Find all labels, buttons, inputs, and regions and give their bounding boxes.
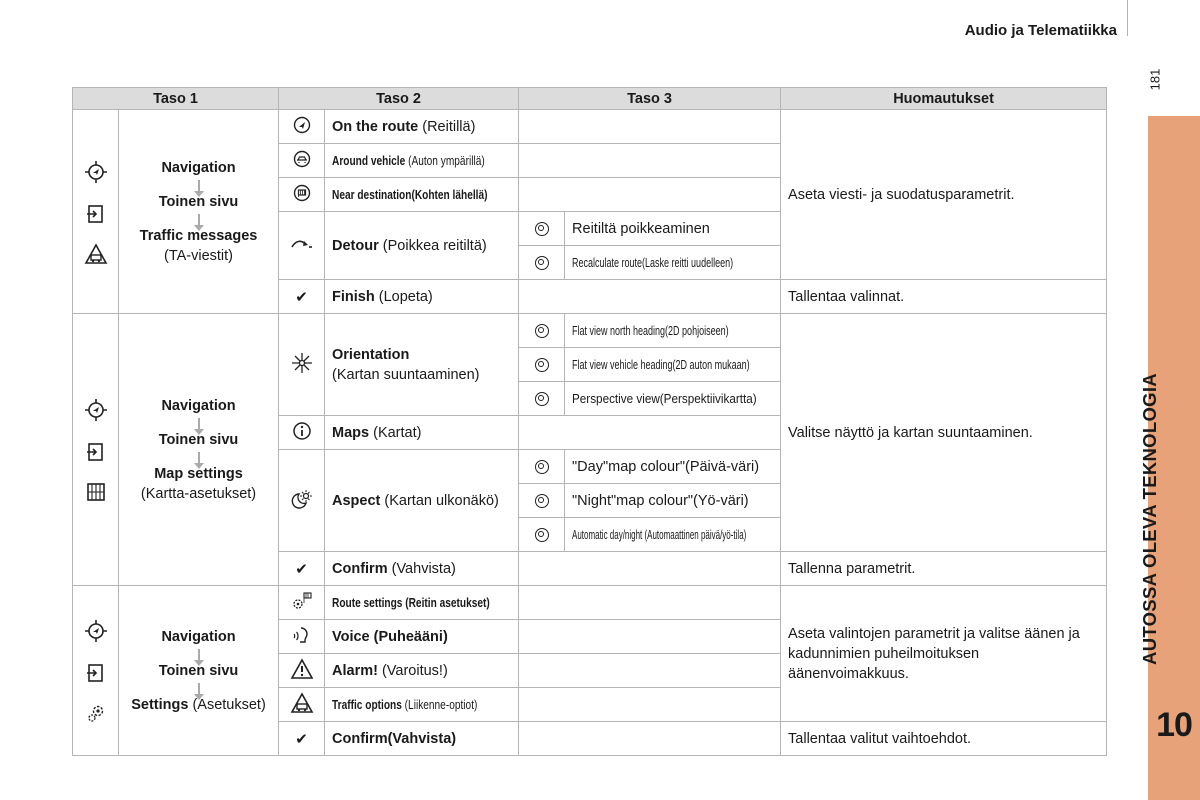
detour-icon bbox=[290, 237, 314, 251]
car-icon bbox=[292, 149, 312, 169]
radio-button-icon[interactable] bbox=[535, 324, 549, 338]
option-near-destination[interactable]: Near destination(Kohten lähellä) bbox=[325, 178, 519, 212]
nav-label: Toinen sivu bbox=[158, 662, 239, 679]
radio-button-icon[interactable] bbox=[535, 392, 549, 406]
nav-label: Toinen sivu bbox=[158, 193, 239, 210]
voice-icon-cell bbox=[279, 620, 325, 654]
empty-cell bbox=[519, 178, 781, 212]
detour-icon-cell bbox=[279, 212, 325, 280]
nav-label: Navigation bbox=[161, 628, 236, 645]
around-vehicle-icon-cell bbox=[279, 144, 325, 178]
section3-nav-path bbox=[119, 586, 279, 756]
navigation-icon bbox=[83, 397, 109, 423]
note-cell: Tallenna parametrit. bbox=[781, 552, 1107, 586]
nav-label: Navigation bbox=[161, 397, 236, 414]
checkmark-icon: ✔ bbox=[295, 288, 308, 306]
day-night-icon bbox=[290, 488, 314, 510]
nav-label: Map settings bbox=[154, 465, 243, 482]
voice-icon bbox=[291, 625, 313, 645]
compass-rose-icon bbox=[290, 351, 314, 375]
radio-cell bbox=[519, 348, 565, 382]
col-header-huomautukset: Huomautukset bbox=[781, 88, 1107, 110]
radio-button-icon[interactable] bbox=[535, 358, 549, 372]
empty-cell bbox=[519, 552, 781, 586]
header-title: Audio ja Telematiikka bbox=[964, 22, 1117, 39]
nav-label: Toinen sivu bbox=[158, 431, 239, 448]
chapter-number: 10 bbox=[1156, 706, 1192, 744]
option-confirm[interactable]: Confirm(Vahvista) bbox=[325, 722, 519, 756]
empty-cell bbox=[519, 586, 781, 620]
empty-cell bbox=[519, 620, 781, 654]
section2-icons bbox=[73, 314, 119, 586]
alarm-icon-cell bbox=[279, 654, 325, 688]
nav-label: (Kartta-asetukset) bbox=[140, 485, 257, 502]
chapter-tab-title: AUTOSSA OLEVA TEKNOLOGIA bbox=[1139, 373, 1160, 665]
navigation-icon bbox=[83, 618, 109, 644]
suboption-perspective[interactable]: Perspective view(Perspektiivikartta) bbox=[565, 382, 781, 416]
col-header-taso2: Taso 2 bbox=[279, 88, 519, 110]
option-confirm[interactable]: Confirm (Vahvista) bbox=[325, 552, 519, 586]
option-finish[interactable]: Finish (Lopeta) bbox=[325, 280, 519, 314]
info-icon bbox=[292, 421, 312, 441]
col-header-taso3: Taso 3 bbox=[519, 88, 781, 110]
nav-label: Settings bbox=[131, 696, 189, 713]
orientation-icon-cell bbox=[279, 314, 325, 416]
empty-cell bbox=[519, 654, 781, 688]
radio-button-icon[interactable] bbox=[535, 256, 549, 270]
option-detour[interactable]: Detour (Poikkea reitiltä) bbox=[325, 212, 519, 280]
arrow-down-icon bbox=[198, 649, 200, 661]
option-maps[interactable]: Maps (Kartat) bbox=[325, 416, 519, 450]
next-page-icon bbox=[85, 662, 107, 684]
arrow-down-icon bbox=[198, 683, 200, 695]
radio-button-icon[interactable] bbox=[535, 494, 549, 508]
route-settings-icon-cell bbox=[279, 586, 325, 620]
traffic-messages-icon bbox=[84, 243, 108, 265]
radio-cell bbox=[519, 450, 565, 484]
option-orientation[interactable]: Orientation (Kartan suuntaaminen) bbox=[325, 314, 519, 416]
nav-label: Navigation bbox=[161, 159, 236, 176]
arrow-down-icon bbox=[198, 214, 200, 226]
finish-icon-cell bbox=[279, 280, 325, 314]
empty-cell bbox=[519, 416, 781, 450]
warning-triangle-icon bbox=[290, 658, 314, 680]
radio-cell bbox=[519, 246, 565, 280]
suboption-auto-day-night[interactable]: Automatic day/night (Automaattinen päivä/yö-tila) bbox=[565, 518, 781, 552]
compass-icon bbox=[292, 115, 312, 135]
checkmark-icon: ✔ bbox=[295, 560, 308, 578]
option-on-the-route[interactable]: On the route (Reitillä) bbox=[325, 110, 519, 144]
radio-cell bbox=[519, 314, 565, 348]
radio-button-icon[interactable] bbox=[535, 222, 549, 236]
option-around-vehicle[interactable]: Around vehicle (Auton ympärillä) bbox=[325, 144, 519, 178]
suboption-flat-north[interactable]: Flat view north heading(2D pohjoiseen) bbox=[565, 314, 781, 348]
note-cell: Aseta viesti- ja suodatusparametrit. bbox=[781, 110, 1107, 280]
confirm-icon-cell bbox=[279, 722, 325, 756]
traffic-options-icon bbox=[290, 692, 314, 714]
section1-icons bbox=[73, 110, 119, 314]
navigation-icon bbox=[83, 159, 109, 185]
destination-flag-icon bbox=[292, 183, 312, 203]
suboption-reitilta-poikkeaminen[interactable]: Reitiltä poikkeaminen bbox=[565, 212, 781, 246]
page-number: 181 bbox=[1147, 68, 1163, 91]
aspect-icon-cell bbox=[279, 450, 325, 552]
arrow-down-icon bbox=[198, 180, 200, 192]
nav-label: (TA-viestit) bbox=[164, 247, 234, 264]
nav-label: (Asetukset) bbox=[188, 696, 266, 713]
radio-cell bbox=[519, 212, 565, 246]
on-route-icon-cell bbox=[279, 110, 325, 144]
route-settings-icon bbox=[291, 591, 313, 611]
note-cell: Valitse näyttö ja kartan suuntaaminen. bbox=[781, 314, 1107, 552]
next-page-icon bbox=[85, 441, 107, 463]
note-cell: Tallentaa valinnat. bbox=[781, 280, 1107, 314]
empty-cell bbox=[519, 144, 781, 178]
empty-cell bbox=[519, 110, 781, 144]
option-aspect[interactable]: Aspect (Kartan ulkonäkö) bbox=[325, 450, 519, 552]
empty-cell bbox=[519, 688, 781, 722]
note-cell: Tallentaa valitut vaihtoehdot. bbox=[781, 722, 1107, 756]
confirm-icon-cell bbox=[279, 552, 325, 586]
next-page-icon bbox=[85, 203, 107, 225]
radio-button-icon[interactable] bbox=[535, 460, 549, 474]
suboption-night-colour[interactable]: "Night"map colour"(Yö-väri) bbox=[565, 484, 781, 518]
section2-nav-path bbox=[119, 314, 279, 586]
settings-gear-icon bbox=[85, 702, 107, 724]
header-divider bbox=[1127, 0, 1128, 36]
arrow-down-icon bbox=[198, 452, 200, 464]
traffic-options-icon-cell bbox=[279, 688, 325, 722]
map-settings-icon bbox=[85, 481, 107, 503]
radio-cell bbox=[519, 484, 565, 518]
nav-label: Traffic messages bbox=[139, 227, 258, 244]
col-header-taso1: Taso 1 bbox=[73, 88, 279, 110]
settings-table bbox=[72, 87, 1107, 756]
checkmark-icon: ✔ bbox=[295, 730, 308, 748]
maps-icon-cell bbox=[279, 416, 325, 450]
suboption-flat-vehicle[interactable]: Flat view vehicle heading(2D auton mukaan) bbox=[565, 348, 781, 382]
suboption-day-colour[interactable]: "Day"map colour"(Päivä-väri) bbox=[565, 450, 781, 484]
radio-cell bbox=[519, 382, 565, 416]
empty-cell bbox=[519, 280, 781, 314]
radio-button-icon[interactable] bbox=[535, 528, 549, 542]
arrow-down-icon bbox=[198, 418, 200, 430]
option-traffic-options[interactable]: Traffic options (Liikenne-optiot) bbox=[325, 688, 519, 722]
section3-icons bbox=[73, 586, 119, 756]
note-cell: Aseta valintojen parametrit ja valitse äänen ja kadunnimien puheilmoituksen äänenvoimakkuus. bbox=[781, 586, 1107, 722]
table-header-row bbox=[73, 88, 1107, 110]
near-destination-icon-cell bbox=[279, 178, 325, 212]
suboption-recalculate-route[interactable]: Recalculate route(Laske reitti uudelleen) bbox=[565, 246, 781, 280]
option-voice[interactable]: Voice (Puheääni) bbox=[325, 620, 519, 654]
option-route-settings[interactable]: Route settings (Reitin asetukset) bbox=[325, 586, 519, 620]
radio-cell bbox=[519, 518, 565, 552]
section1-nav-path bbox=[119, 110, 279, 314]
option-alarm[interactable]: Alarm! (Varoitus!) bbox=[325, 654, 519, 688]
empty-cell bbox=[519, 722, 781, 756]
